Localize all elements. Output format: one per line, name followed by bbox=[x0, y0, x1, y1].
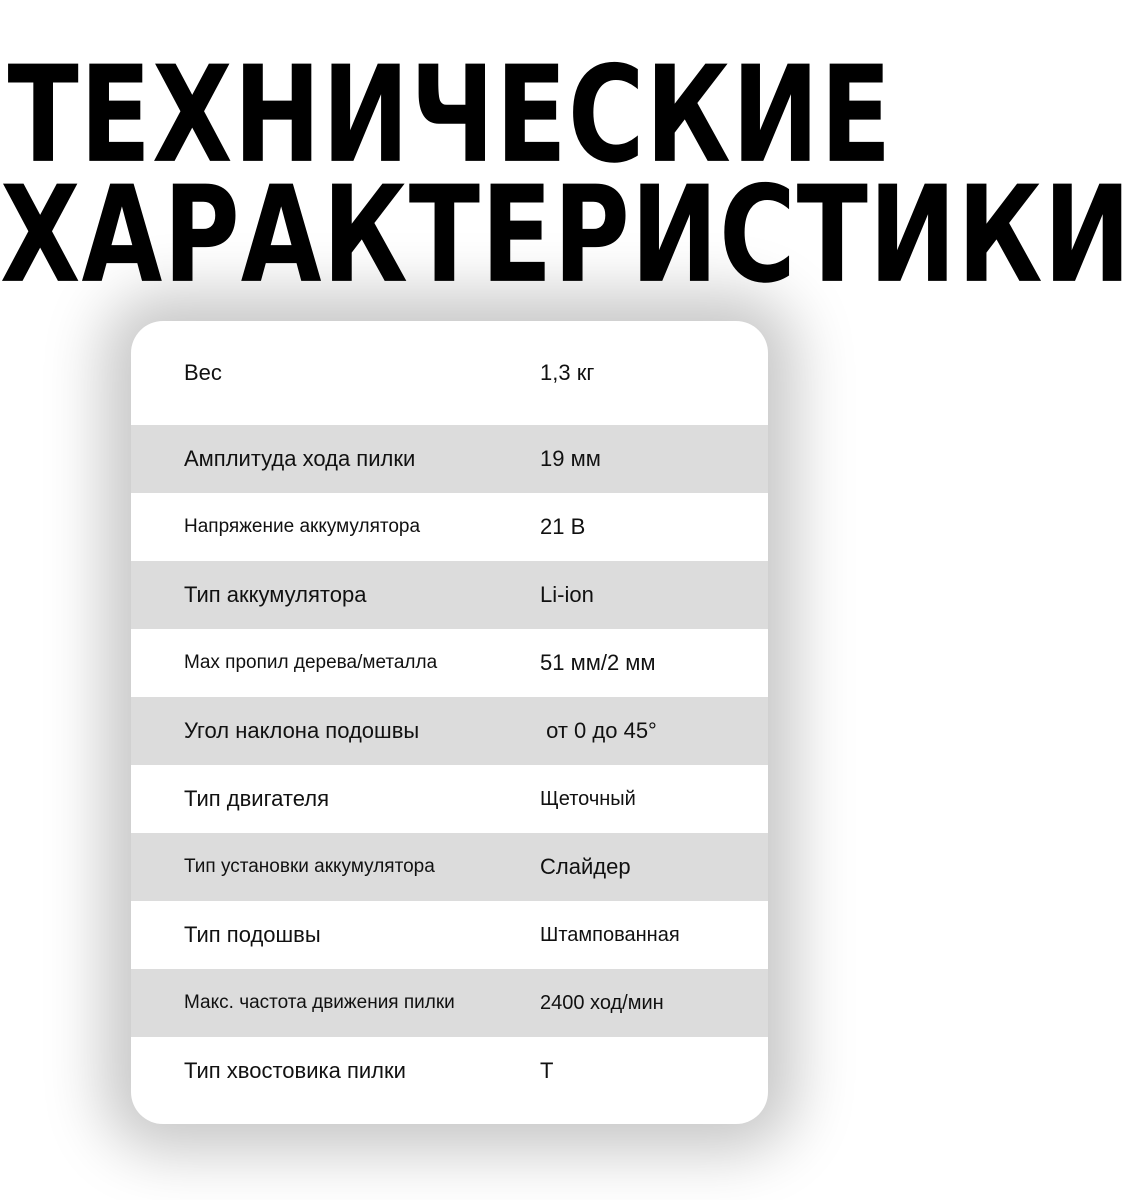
spec-value: 51 мм/2 мм bbox=[540, 650, 656, 675]
spec-label: Max пропил дерева/металла bbox=[184, 652, 438, 673]
spec-value: Li-ion bbox=[540, 582, 594, 607]
specs-table bbox=[131, 321, 768, 1124]
table-row bbox=[131, 969, 768, 1037]
table-row bbox=[131, 697, 768, 765]
table-row bbox=[131, 1037, 768, 1105]
spec-label: Тип аккумулятора bbox=[184, 582, 367, 607]
table-row bbox=[131, 629, 768, 697]
table-row bbox=[131, 425, 768, 493]
table-row bbox=[131, 321, 768, 425]
spec-label: Напряжение аккумулятора bbox=[184, 516, 421, 537]
table-row bbox=[131, 493, 768, 561]
spec-label: Тип подошвы bbox=[184, 922, 321, 947]
spec-label: Вес bbox=[184, 360, 222, 385]
spec-label: Макс. частота движения пилки bbox=[184, 992, 455, 1013]
spec-label: Тип установки аккумулятора bbox=[184, 856, 435, 877]
spec-label: Амплитуда хода пилки bbox=[184, 446, 416, 471]
spec-value: 21 В bbox=[540, 514, 586, 539]
spec-label: Угол наклона подошвы bbox=[184, 718, 420, 743]
spec-value: Т bbox=[540, 1058, 554, 1083]
spec-value: 1,3 кг bbox=[540, 360, 595, 385]
page-title-line-1: ТЕХНИЧЕСКИЕ bbox=[7, 37, 893, 194]
table-row bbox=[131, 561, 768, 629]
spec-label: Тип двигателя bbox=[184, 786, 329, 811]
table-row bbox=[131, 901, 768, 969]
spec-value: Щеточный bbox=[540, 787, 636, 810]
table-row bbox=[131, 833, 768, 901]
spec-value: от 0 до 45° bbox=[540, 718, 657, 743]
spec-value: 19 мм bbox=[540, 446, 601, 471]
spec-value: Штампованная bbox=[540, 923, 680, 946]
spec-value: Слайдер bbox=[540, 854, 631, 879]
table-row bbox=[131, 765, 768, 833]
spec-value: 2400 ход/мин bbox=[540, 991, 664, 1014]
spec-label: Тип хвостовика пилки bbox=[184, 1058, 406, 1083]
page-title-line-2: ХАРАКТЕРИСТИКИ bbox=[0, 157, 1132, 314]
